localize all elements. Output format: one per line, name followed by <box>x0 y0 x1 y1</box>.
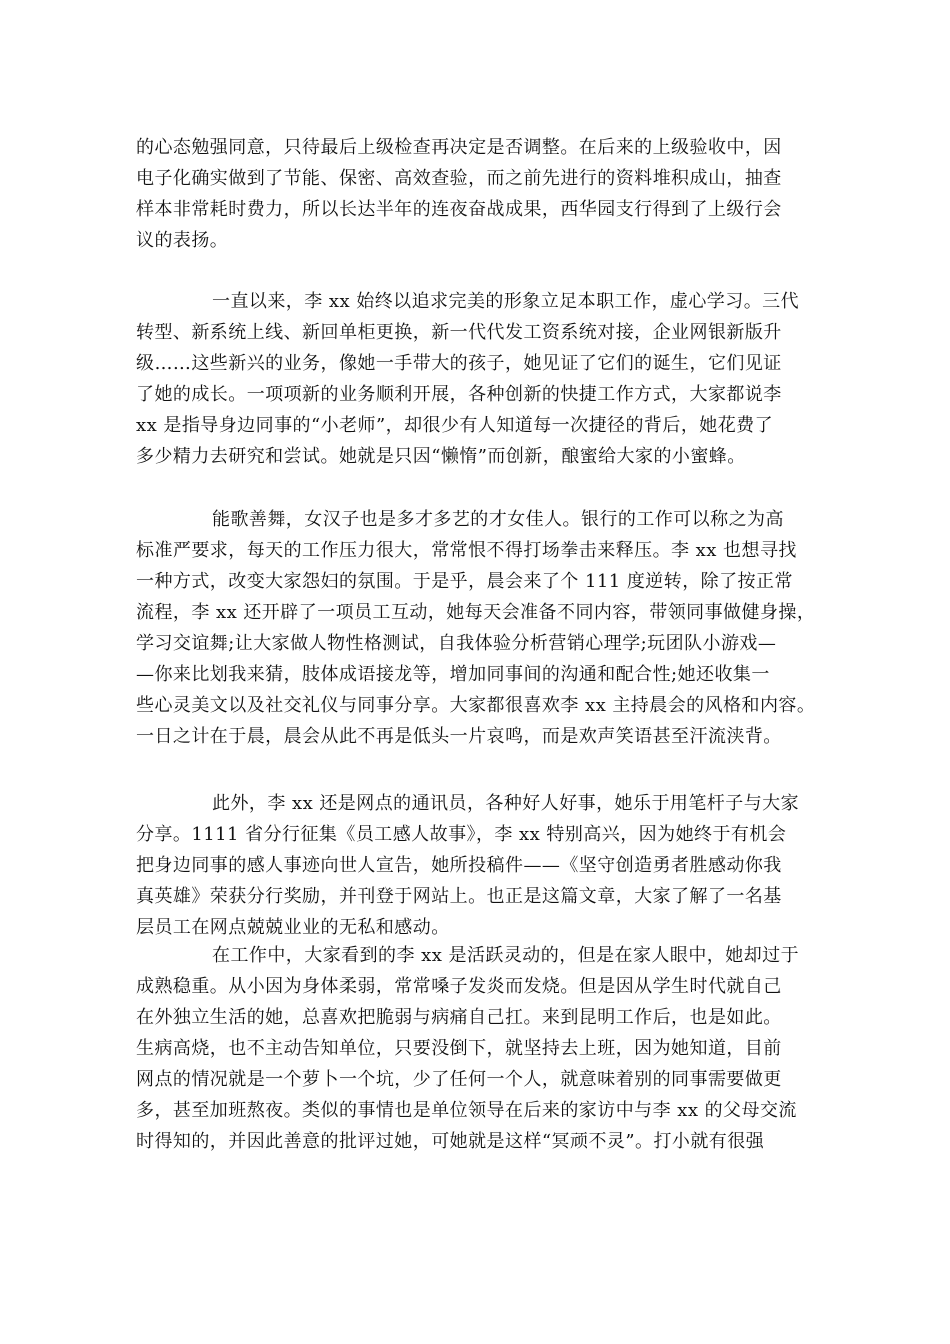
text-line: 电子化确实做到了节能、保密、高效查验，而之前先进行的资料堆积成山，抽查 <box>136 168 782 189</box>
text-line: 些心灵美文以及社交礼仪与同事分享。大家都很喜欢李 xx 主持晨会的风格和内容。 <box>136 695 816 716</box>
text-line: 时得知的，并因此善意的批评过她，可她就是这样“冥顽不灵”。打小就有很强 <box>136 1131 765 1152</box>
text-line: 的心态勉强同意，只待最后上级检查再决定是否调整。在后来的上级验收中，因 <box>136 137 782 158</box>
text-line: 一种方式，改变大家怨妇的氛围。于是乎，晨会来了个 111 度逆转，除了按正常 <box>136 571 793 592</box>
text-line: 多少精力去研究和尝试。她就是只因“懒惰”而创新，酿蜜给大家的小蜜蜂。 <box>136 446 746 467</box>
paragraph-2 <box>136 286 826 472</box>
text-line: 级……这些新兴的业务，像她一手带大的孩子，她见证了它们的诞生，它们见证 <box>136 353 782 374</box>
text-line: 一日之计在于晨，晨会从此不再是低头一片哀鸣，而是欢声笑语甚至汗流浃背。 <box>136 726 782 747</box>
paragraph-4 <box>136 788 826 943</box>
paragraph-1 <box>136 132 826 256</box>
text-line: 成熟稳重。从小因为身体柔弱，常常嗓子发炎而发烧。但是因从学生时代就自己 <box>136 976 782 997</box>
text-line: 转型、新系统上线、新回单柜更换，新一代代发工资系统对接，企业网银新版升 <box>136 322 782 343</box>
text-line: 了她的成长。一项项新的业务顺利开展，各种创新的快捷工作方式，大家都说李 <box>136 384 782 405</box>
text-line: 生病高烧，也不主动告知单位，只要没倒下，就坚持去上班，因为她知道，目前 <box>136 1038 782 1059</box>
text-line: 议的表扬。 <box>136 230 229 251</box>
text-line: 此外，李 xx 还是网点的通讯员，各种好人好事，她乐于用笔杆子与大家 <box>212 793 800 814</box>
text-line: 样本非常耗时费力，所以长达半年的连夜奋战成果，西华园支行得到了上级行会 <box>136 199 782 220</box>
paragraph-5 <box>136 940 826 1157</box>
text-line: 在工作中，大家看到的李 xx 是活跃灵动的，但是在家人眼中，她却过于 <box>212 945 800 966</box>
text-line: 在外独立生活的她，总喜欢把脆弱与病痛自己扛。来到昆明工作后，也是如此。 <box>136 1007 782 1028</box>
text-line: 流程，李 xx 还开辟了一项员工互动，她每天会准备不同内容，带领同事做健身操， <box>136 602 816 623</box>
text-line: 分享。1111 省分行征集《员工感人故事》，李 xx 特别高兴，因为她终于有机会 <box>136 824 787 845</box>
text-line: 一直以来，李 xx 始终以追求完美的形象立足本职工作，虚心学习。三代 <box>212 291 800 312</box>
text-line: —你来比划我来猜，肢体成语接龙等，增加同事间的沟通和配合性;她还收集一 <box>136 664 770 685</box>
text-line: 网点的情况就是一个萝卜一个坑，少了任何一个人，就意味着别的同事需要做更 <box>136 1069 782 1090</box>
text-line: xx 是指导身边同事的“小老师”，却很少有人知道每一次捷径的背后，她花费了 <box>136 415 774 436</box>
text-line: 标准严要求，每天的工作压力很大，常常恨不得打场拳击来释压。李 xx 也想寻找 <box>136 540 797 561</box>
text-line: 把身边同事的感人事迹向世人宣告，她所投稿件——《坚守创造勇者胜感动你我 <box>136 855 782 876</box>
text-line: 能歌善舞，女汉子也是多才多艺的才女佳人。银行的工作可以称之为高 <box>212 509 784 530</box>
text-line: 层员工在网点兢兢业业的无私和感动。 <box>136 917 450 938</box>
paragraph-3 <box>136 504 826 752</box>
text-line: 真英雄》荣获分行奖励，并刊登于网站上。也正是这篇文章，大家了解了一名基 <box>136 886 782 907</box>
text-line: 多，甚至加班熬夜。类似的事情也是单位领导在后来的家访中与李 xx 的父母交流 <box>136 1100 797 1121</box>
text-line: 学习交谊舞;让大家做人物性格测试，自我体验分析营销心理学;玩团队小游戏— <box>136 633 777 654</box>
